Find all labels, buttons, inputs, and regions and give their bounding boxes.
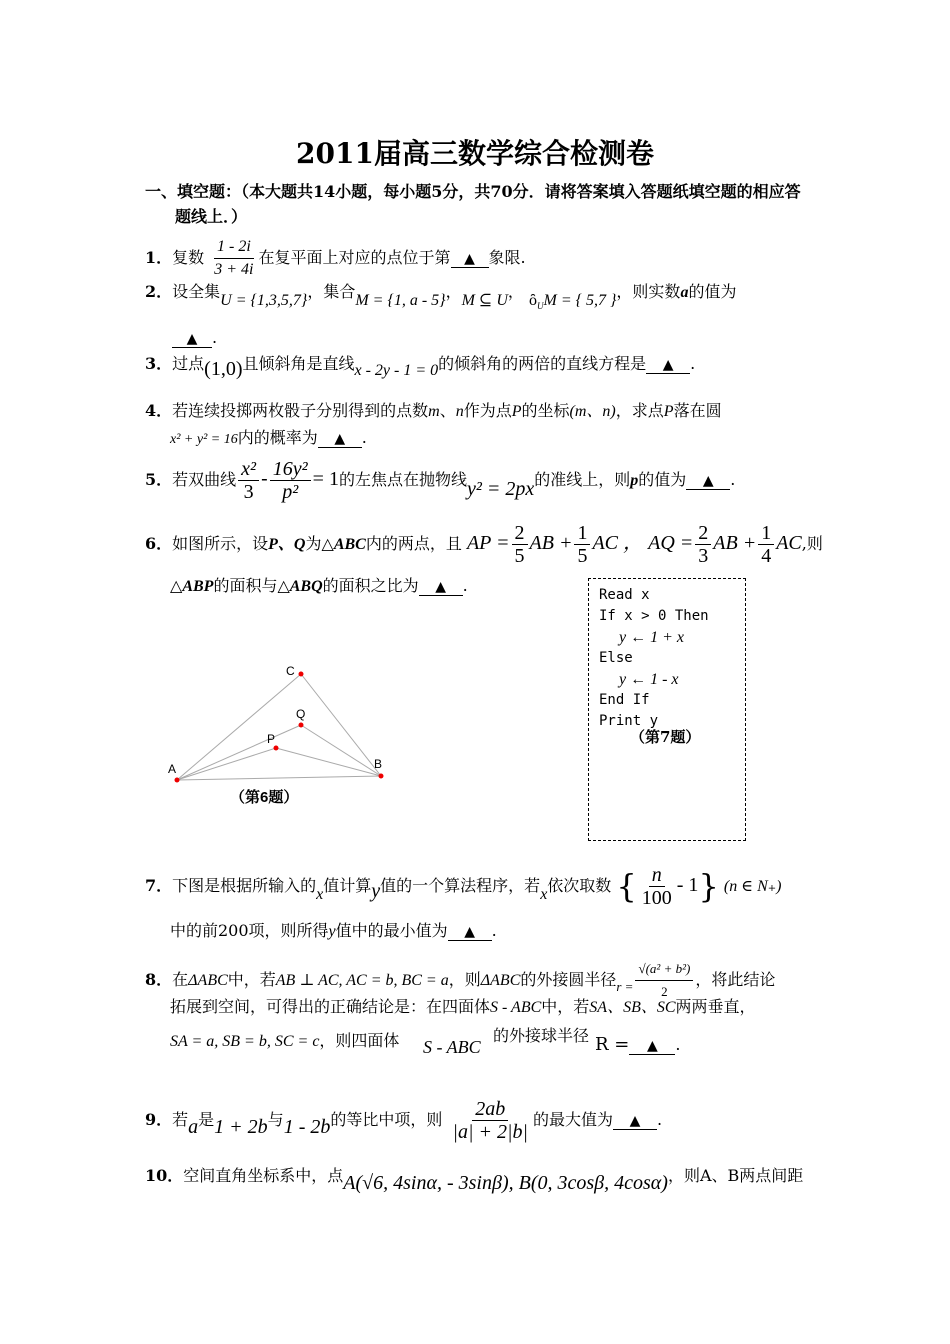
algorithm-code: [599, 585, 709, 732]
point-b: [379, 774, 384, 779]
label-q: Q: [296, 707, 306, 721]
question-3: 3．过点(1,0)且倾斜角是直线x - 2y - 1 = 0的倾斜角的两倍的直线方程是 ▲ .: [145, 354, 696, 380]
question-7: 7．下图是根据所输入的x值计算y值的一个算法程序，若x依次取数 { $\frac{n}{100}$ - 1} (n ∈ N₊): [145, 864, 782, 909]
code-line: Read x: [599, 587, 650, 603]
question-9: 9．若a是1 + 2b与1 - 2b的等比中项，则 $\frac{2ab}{|a| + 2|b|}$ 的最大值为 ▲ .: [145, 1098, 663, 1143]
point-a: [175, 778, 180, 783]
question-8-line3: SA = a, SB = b, SC = c，则四面体: [170, 1031, 400, 1050]
label-b: B: [374, 757, 383, 771]
fraction: $\frac{1}{5}$: [574, 522, 590, 567]
code-line: End If: [599, 692, 650, 708]
code-line: Print y: [599, 713, 659, 729]
point-p: [274, 746, 279, 751]
fraction: $\frac{n}{100}$: [641, 864, 672, 909]
fraction: $\frac{1}{4}$: [758, 522, 774, 567]
fraction: $\frac{2ab}{|a| + 2|b|}$: [452, 1098, 528, 1143]
answer-blank: ▲: [613, 1113, 657, 1130]
question-5: 5．若双曲线 $\frac{\text{x²}}{3}$ - $\frac{\text{16y²}}{\text{p²}}$ = 1的左焦点在抛物线y² = 2px的准线上，则p的值为 ▲ .: [145, 458, 736, 503]
question-4: 4．若连续投掷两枚骰子分别得到的点数m、n作为点P的坐标(m、n)，求点P落在圆: [145, 401, 722, 420]
answer-blank: ▲: [451, 251, 489, 268]
question-8-end: 的外接球半径: [493, 1026, 590, 1045]
answer-blank: ▲: [318, 431, 362, 448]
fraction: $\frac{\text{x²}}{3}$: [238, 458, 259, 503]
question-7-cont: 中的前200项，则所得y值中的最小值为 ▲ .: [170, 921, 497, 940]
answer-blank: ▲: [629, 1038, 675, 1055]
fraction: $\frac{2}{5}$: [512, 522, 528, 567]
code-line: If x > 0 Then: [599, 608, 709, 624]
question-8-line2: 拓展到空间，可得出的正确结论是：在四面体S - ABC中，若SA、SB、SC两两垂直，: [170, 997, 756, 1016]
point-c: [299, 672, 304, 677]
answer-blank: ▲: [686, 473, 730, 490]
code-line: y ← 1 - x: [619, 671, 679, 688]
question-8-tetra: S - ABC: [423, 1037, 481, 1057]
page-title: 2011届高三数学综合检测卷: [296, 137, 654, 170]
question-10: 10．空间直角坐标系中，点A(√6, 4sinα, - 3sinβ), B(0, 3cosβ, 4cosα)，则A、B两点间距: [145, 1166, 804, 1194]
question-2: 2．设全集U = {1,3,5,7}，集合M = {1, a - 5}，M ⊆ U， $ȏ_UM$ = { 5,7 }，则实数a的值为: [145, 282, 737, 312]
answer-blank: ▲: [419, 579, 463, 596]
fraction: $\frac{\text{16y²}}{\text{p²}}$: [270, 458, 311, 503]
question-2-answer: ▲ .: [172, 327, 217, 349]
question-6: 6．如图所示，设P、Q为△ABC内的两点，且 AP = $\frac{2}{5}$ AB + $\frac{1}{5}$ AC ， AQ = $\frac{2}{3}$ AB + $\frac{1}{4}$ AC,则: [145, 522, 823, 567]
section-header: 一、填空题：（本大题共14小题，每小题5分，共70分．请将答案填入答题纸填空题的相应答: [145, 182, 801, 201]
fraction: $\frac{2}{3}$: [695, 522, 711, 567]
fraction: $\frac{\text{√(a² + b²)}}{2}$: [635, 958, 693, 1003]
label-p: P: [267, 732, 276, 746]
answer-blank: ▲: [172, 331, 212, 348]
label-a: A: [168, 762, 177, 776]
question-8-answer: R = ▲ .: [595, 1034, 681, 1055]
fraction: $\frac{1 - 2i}{3 + 4i}$: [214, 238, 254, 278]
question-8: 8．在ΔABC中，若AB ⊥ AC, AC = b, BC = a，则ΔABC的外接圆半径$_{r =}$ $\frac{\text{√(a² + b²)}}{2}$ ，将此结论: [145, 958, 775, 1003]
question-1: 1．复数 $\frac{1 - 2i}{3 + 4i}$ 在复平面上对应的点位于第 ▲ 象限.: [145, 236, 526, 281]
question-6-cont: △ABP的面积与△ABQ的面积之比为 ▲ .: [170, 576, 468, 595]
label-c: C: [286, 664, 295, 678]
section-header-cont: 题线上．）: [175, 207, 248, 226]
answer-blank: ▲: [646, 357, 690, 374]
code-line: Else: [599, 650, 633, 666]
point-q: [299, 723, 304, 728]
answer-blank: ▲: [448, 924, 492, 941]
code-line: y ← 1 + x: [619, 629, 684, 646]
question-4-cont: x² + y² = 16内的概率为 ▲ .: [170, 428, 367, 447]
figure-6-caption: （第6题）: [230, 789, 299, 806]
figure-7-caption: （第7题）: [630, 728, 701, 746]
